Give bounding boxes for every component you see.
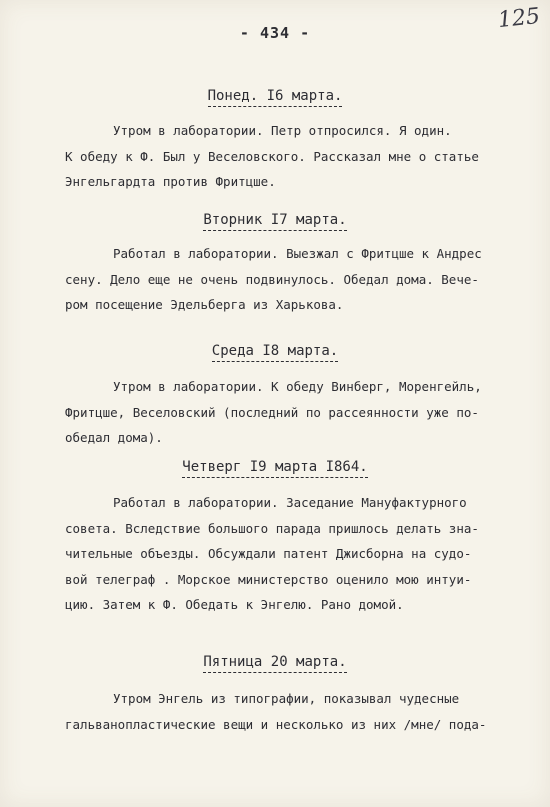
entry-paragraph-wednesday (65, 374, 525, 451)
entry-paragraph-friday (65, 686, 525, 737)
text-line: Фритцше, Веселовский (последний по рассеянности уже по- (65, 404, 479, 420)
text-line: чительные объезды. Обсуждали патент Джисборна на судо- (65, 546, 472, 561)
text-line: цию. Затем к Ф. Обедать к Энгелю. Рано домой. (65, 597, 404, 612)
entry-heading-text: Вторник I7 марта. (203, 212, 346, 231)
entry-heading-wednesday (0, 343, 550, 362)
text-line: ром посещение Эдельберга из Харькова. (65, 297, 344, 312)
text-line: вой телеграф . Морское министерство оценило мою интуи- (65, 571, 472, 587)
text-line: Энгельгардта против Фритцше. (65, 174, 276, 189)
text-line: обедал дома). (65, 430, 163, 445)
text-line: Утром в лаборатории. К обеду Винберг, Моренгейль, (113, 379, 482, 394)
text-line: совета. Вследствие большого парада пришлось делать зна- (65, 520, 479, 536)
page-number: - 434 - (239, 24, 311, 42)
entry-heading-text: Четверг I9 марта I864. (182, 459, 367, 478)
entry-heading-tuesday (0, 212, 550, 231)
handwritten-folio-number: 125 (496, 3, 542, 34)
text-line: гальванопластические вещи и несколько из них /мне/ пода- (65, 716, 487, 732)
entry-heading-friday (0, 654, 550, 673)
entry-heading-monday (0, 88, 550, 107)
entry-paragraph-monday (65, 118, 525, 195)
entry-heading-thursday (0, 459, 550, 478)
text-line: Утром Энгель из типографии, показывал чудесные (113, 691, 460, 706)
text-line: Работал в лаборатории. Заседание Мануфактурного (113, 495, 467, 510)
text-line: К обеду к Ф. Был у Веселовского. Рассказал мне о статье (65, 148, 479, 164)
text-line: Утром в лаборатории. Петр отпросился. Я один. (113, 123, 452, 138)
text-line: сену. Дело еще не очень подвинулось. Обедал дома. Вече- (65, 271, 479, 287)
text-line: Работал в лаборатории. Выезжал с Фритцше к Андрес (113, 246, 482, 261)
entry-heading-text: Понед. I6 марта. (208, 88, 343, 107)
entry-paragraph-thursday (65, 490, 525, 618)
entry-heading-text: Среда I8 марта. (212, 343, 338, 362)
entry-paragraph-tuesday (65, 241, 525, 318)
entry-heading-text: Пятница 20 марта. (203, 654, 346, 673)
